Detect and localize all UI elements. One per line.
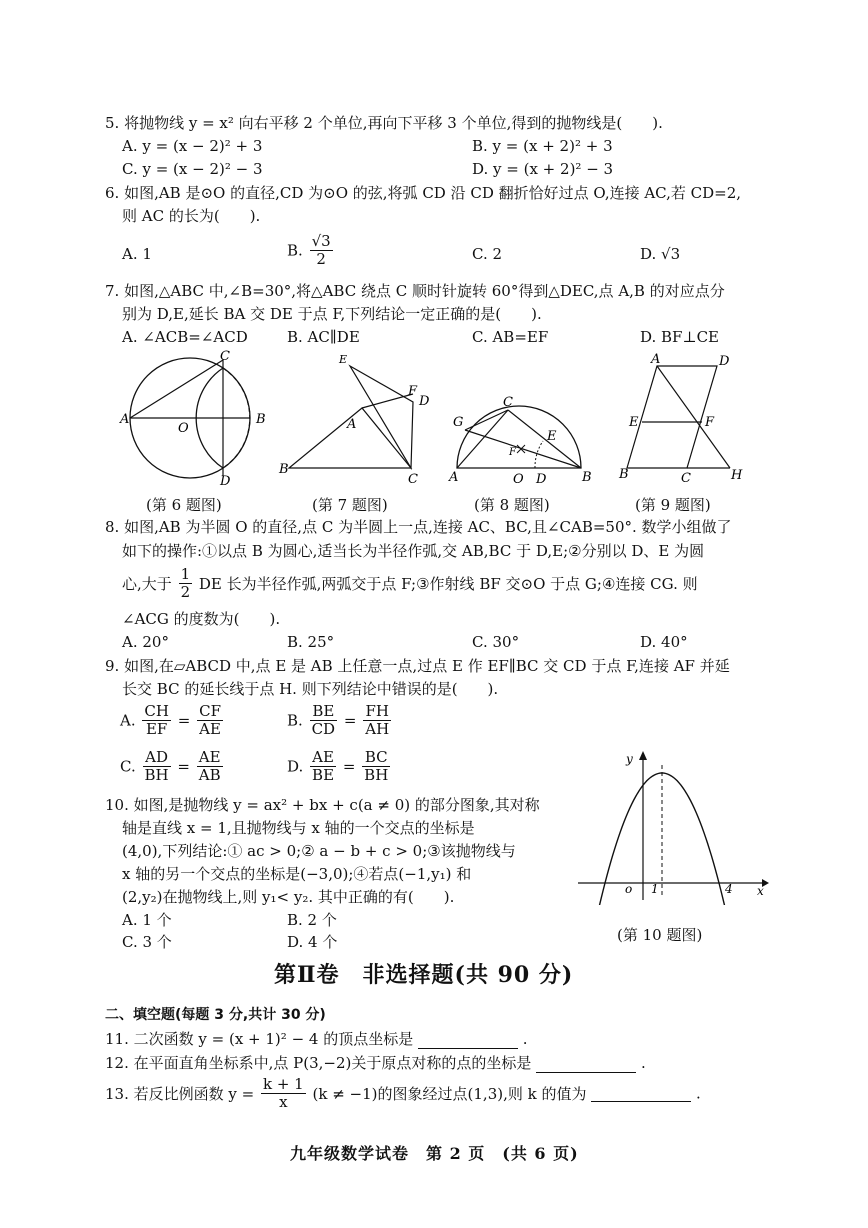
numerator: CF xyxy=(199,702,221,720)
q13-fraction xyxy=(261,1076,306,1111)
fig10-label-4: 4 xyxy=(725,882,733,896)
equals-sign: = xyxy=(342,757,356,776)
q11-period: . xyxy=(522,1030,528,1048)
caption-figure-8: (第 8 题图) xyxy=(474,496,550,514)
denominator: EF xyxy=(145,720,168,738)
q6-stem-line2: 则 AC 的长为( ). xyxy=(122,207,261,225)
denominator: AH xyxy=(365,720,390,738)
q10-stem-line3: (4,0),下列结论:① ac > 0;② a − b + c > 0;③该抛物线与 xyxy=(122,842,516,860)
q9-option-c-left-fraction xyxy=(143,749,171,784)
q8-stem-line3-start: 心,大于 xyxy=(122,575,172,593)
q9-option-a-label: A. xyxy=(120,711,136,730)
numerator: AE xyxy=(310,749,336,767)
equals-sign: = xyxy=(343,711,357,730)
q12 xyxy=(105,1053,646,1073)
q13 xyxy=(105,1076,701,1111)
q6-option-b-denominator: 2 xyxy=(316,250,326,268)
fig8-label-g: G xyxy=(453,415,464,430)
figure-9 xyxy=(615,350,750,485)
fig8-label-f: F xyxy=(509,447,516,458)
section-2-heading: 二、填空题(每题 3 分,共计 30 分) xyxy=(105,1007,326,1023)
denominator: BH xyxy=(364,766,389,784)
q9-option-b-left-fraction xyxy=(310,703,338,738)
q9-option-b-right-fraction xyxy=(363,703,391,738)
q10-stem-line2: 轴是直线 x = 1,且抛物线与 x 轴的一个交点的坐标是 xyxy=(122,819,475,837)
fig10-label-origin: o xyxy=(625,882,633,896)
q13-numerator: k + 1 xyxy=(262,1075,304,1093)
numerator: FH xyxy=(363,703,391,721)
fig9-label-a: A xyxy=(651,352,661,367)
q6-option-c: C. 2 xyxy=(472,245,503,263)
q12-period: . xyxy=(640,1054,646,1072)
q11-text: 11. 二次函数 y = (x + 1)² − 4 的顶点坐标是 xyxy=(105,1030,414,1048)
q5-stem: 5. 将抛物线 y = x² 向右平移 2 个单位,再向下平移 3 个单位,得到的抛物线是( ). xyxy=(105,114,663,132)
fig8-label-b: B xyxy=(582,470,592,485)
q9-option-a xyxy=(120,703,225,738)
q10-option-d: D. 4 个 xyxy=(287,933,338,951)
fig7-label-a: A xyxy=(347,417,357,432)
q13-text-b: (k ≠ −1)的图象经过点(1,3),则 k 的值为 xyxy=(312,1085,587,1103)
q9-option-b-label: B. xyxy=(287,711,303,730)
fig6-label-c: C xyxy=(220,349,230,364)
q9-option-d xyxy=(287,749,392,784)
numerator: AD xyxy=(143,749,171,767)
figure-10 xyxy=(570,745,770,905)
fig10-label-1: 1 xyxy=(651,882,659,896)
numerator: CH xyxy=(144,702,169,720)
q5-option-b: B. y = (x + 2)² + 3 xyxy=(472,137,613,155)
q8-stem-line3 xyxy=(122,566,698,601)
caption-figure-6: (第 6 题图) xyxy=(146,496,222,514)
fig6-label-o: O xyxy=(178,421,189,436)
q8-half-numerator: 1 xyxy=(180,565,191,583)
q13-denominator: x xyxy=(279,1093,288,1111)
fig8-label-c: C xyxy=(503,395,513,410)
q7-option-d: D. BF⊥CE xyxy=(640,328,719,346)
q12-text: 12. 在平面直角坐标系中,点 P(3,−2)关于原点对称的点的坐标是 xyxy=(105,1054,532,1072)
q9-option-c-right-fraction xyxy=(197,749,223,784)
q13-text-a: 13. 若反比例函数 y = xyxy=(105,1085,255,1103)
fig9-label-d: D xyxy=(719,354,730,369)
q8-option-a: A. 20° xyxy=(122,633,169,651)
q8-stem-line2: 如下的操作:①以点 B 为圆心,适当长为半径作弧,交 AB,BC 于 D,E;②分别以 D、E 为圆 xyxy=(122,542,705,560)
q11 xyxy=(105,1029,528,1049)
q13-answer-blank[interactable] xyxy=(591,1085,691,1102)
denominator: AB xyxy=(198,766,221,784)
fig7-label-b: B xyxy=(279,462,289,477)
q7-option-b: B. AC∥DE xyxy=(287,328,360,346)
q8-stem-line1: 8. 如图,AB 为半圆 O 的直径,点 C 为半圆上一点,连接 AC、BC,且∠CAB=50°. 数学小组做了 xyxy=(105,518,732,536)
q6-option-a: A. 1 xyxy=(122,245,152,263)
q7-stem-line2: 别为 D,E,延长 BA 交 DE 于点 F,下列结论一定正确的是( ). xyxy=(122,305,542,323)
q8-option-c: C. 30° xyxy=(472,633,520,651)
q6-option-b-label: B. xyxy=(287,241,303,260)
q9-option-c xyxy=(120,749,225,784)
caption-figure-10: (第 10 题图) xyxy=(617,926,703,944)
fig10-label-y: y xyxy=(626,752,633,766)
q6-stem-line1: 6. 如图,AB 是⊙O 的直径,CD 为⊙O 的弦,将弧 CD 沿 CD 翻折恰好过点 O,连接 AC,若 CD=2, xyxy=(105,184,742,202)
q9-option-d-right-fraction xyxy=(362,749,390,784)
q9-option-a-right-fraction xyxy=(197,703,223,738)
denominator: BE xyxy=(312,766,335,784)
q6-option-b xyxy=(287,233,335,268)
caption-figure-7: (第 7 题图) xyxy=(312,496,388,514)
q10-stem-line5: (2,y₂)在抛物线上,则 y₁< y₂. 其中正确的有( ). xyxy=(122,888,455,906)
q9-stem-line2: 长交 BC 的延长线于点 H. 则下列结论中错误的是( ). xyxy=(122,680,499,698)
q7-option-a: A. ∠ACB=∠ACD xyxy=(122,328,248,346)
q9-option-d-left-fraction xyxy=(310,749,336,784)
q10-stem-line4: x 轴的另一个交点的坐标是(−3,0);④若点(−1,y₁) 和 xyxy=(122,865,472,883)
q9-option-a-left-fraction xyxy=(142,703,171,738)
equals-sign: = xyxy=(177,757,190,776)
fig6-label-b: B xyxy=(256,412,266,427)
denominator: BH xyxy=(144,766,169,784)
q10-stem-line1: 10. 如图,是抛物线 y = ax² + bx + c(a ≠ 0) 的部分图象,其对称 xyxy=(105,796,540,814)
fig6-label-d: D xyxy=(220,474,231,488)
q8-option-d: D. 40° xyxy=(640,633,688,651)
figure-8 xyxy=(443,390,598,488)
q10-option-c: C. 3 个 xyxy=(122,933,172,951)
fig9-label-b: B xyxy=(619,467,629,482)
caption-figure-9: (第 9 题图) xyxy=(635,496,711,514)
q13-period: . xyxy=(696,1084,701,1103)
numerator: AE xyxy=(197,749,223,767)
fig10-label-x: x xyxy=(757,884,764,898)
q8-half-fraction xyxy=(179,566,193,601)
q9-option-c-label: C. xyxy=(120,757,136,776)
fig6-label-a: A xyxy=(120,412,130,427)
fig7-label-f: F xyxy=(408,384,418,399)
part-2-title: 第Ⅱ卷 非选择题(共 90 分) xyxy=(274,962,574,988)
q10-option-a: A. 1 个 xyxy=(122,911,172,929)
fig8-label-o: O xyxy=(513,472,524,487)
q11-answer-blank[interactable] xyxy=(418,1032,518,1049)
q10-option-b: B. 2 个 xyxy=(287,911,337,929)
figure-6 xyxy=(118,348,268,488)
q8-stem-line3-end: DE 长为半径作弧,两弧交于点 F;③作射线 BF 交⊙O 于点 G;④连接 CG. 则 xyxy=(198,575,698,593)
q5-option-c: C. y = (x − 2)² − 3 xyxy=(122,160,263,178)
fig8-label-d: D xyxy=(536,472,547,487)
fig9-label-f: F xyxy=(705,415,715,430)
fig7-label-d: D xyxy=(419,394,430,409)
q5-option-d: D. y = (x + 2)² − 3 xyxy=(472,160,614,178)
figure-7 xyxy=(275,350,435,485)
q6-option-d: D. √3 xyxy=(640,245,681,263)
denominator: AE xyxy=(199,720,221,738)
q9-option-b xyxy=(287,703,393,738)
q8-half-denominator: 2 xyxy=(180,583,191,601)
numerator: BE xyxy=(310,703,338,721)
numerator: BC xyxy=(362,749,390,767)
fig9-label-c: C xyxy=(681,471,691,485)
fig7-label-c: C xyxy=(408,472,418,485)
q7-stem-line1: 7. 如图,△ABC 中,∠B=30°,将△ABC 绕点 C 顺时针旋转 60°得到△DEC,点 A,B 的对应点分 xyxy=(105,282,725,300)
q12-answer-blank[interactable] xyxy=(536,1056,636,1073)
q7-option-c: C. AB=EF xyxy=(472,328,549,346)
denominator: CD xyxy=(311,720,336,738)
fig9-label-e: E xyxy=(629,415,639,430)
fig7-label-e: E xyxy=(339,353,348,366)
q6-option-b-fraction xyxy=(310,233,333,268)
q8-stem-line4: ∠ACG 的度数为( ). xyxy=(122,610,281,628)
q5-option-a: A. y = (x − 2)² + 3 xyxy=(122,137,263,155)
q8-option-b: B. 25° xyxy=(287,633,335,651)
page-footer: 九年级数学试卷 第 2 页 (共 6 页) xyxy=(290,1144,579,1163)
q9-option-d-label: D. xyxy=(287,757,304,776)
fig10-parabola xyxy=(594,773,729,905)
fig8-label-a: A xyxy=(449,470,459,485)
fig9-label-h: H xyxy=(731,468,743,483)
q6-option-b-numerator: √3 xyxy=(311,232,331,250)
fig8-label-e: E xyxy=(547,429,557,444)
q9-stem-line1: 9. 如图,在▱ABCD 中,点 E 是 AB 上任意一点,过点 E 作 EF∥BC 交 CD 于点 F,连接 AF 并延 xyxy=(105,657,730,675)
equals-sign: = xyxy=(177,711,191,730)
